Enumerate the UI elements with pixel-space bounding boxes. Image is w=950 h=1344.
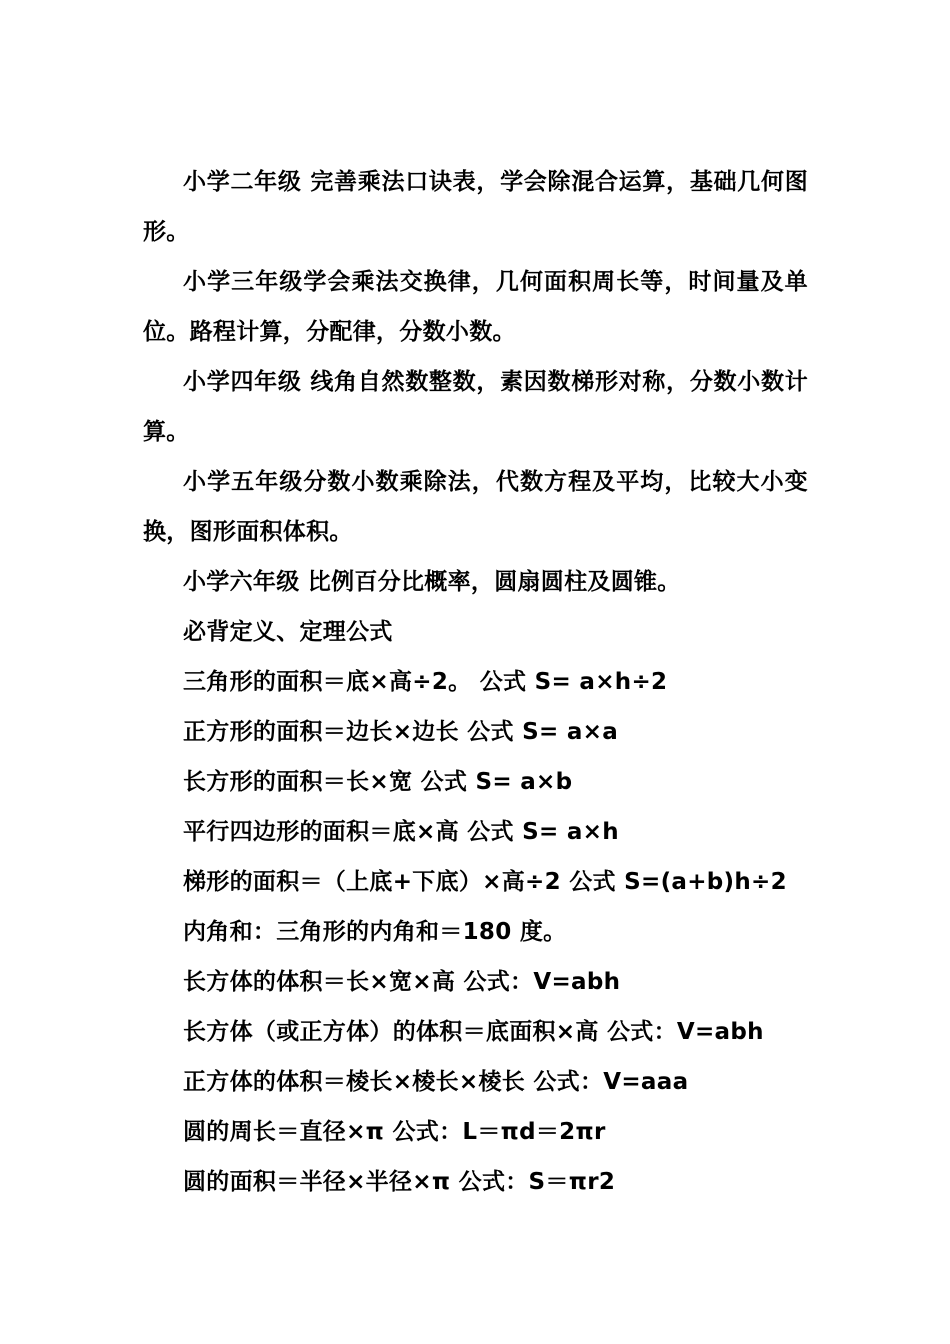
- formula-cube-volume: 正方体的体积＝棱长×棱长×棱长 公式：V=aaa: [183, 1069, 689, 1095]
- formula-cuboid-volume: 长方体的体积＝长×宽×高 公式：V=abh: [183, 969, 621, 995]
- section-title: 必背定义、定理公式: [183, 619, 393, 645]
- formula-parallelogram-area: 平行四边形的面积＝底×高 公式 S= a×h: [183, 819, 619, 845]
- formula-circle-area: 圆的面积＝半径×半径×π 公式：S＝πr2: [183, 1169, 616, 1195]
- formula-square-area: 正方形的面积＝边长×边长 公式 S= a×a: [183, 719, 619, 745]
- formula-rectangle-area: 长方形的面积＝长×宽 公式 S= a×b: [183, 769, 573, 795]
- formula-cuboid-base-volume: 长方体（或正方体）的体积＝底面积×高 公式：V=abh: [183, 1019, 764, 1045]
- formula-circle-circumference: 圆的周长＝直径×π 公式：L＝πd＝2πr: [183, 1119, 606, 1145]
- grade-3-paragraph: 小学三年级学会乘法交换律，几何面积周长等，时间量及单位。路程计算，分配律，分数小数。: [143, 269, 808, 345]
- formula-triangle-angle-sum: 内角和：三角形的内角和＝180 度。: [183, 919, 567, 945]
- grade-4-paragraph: 小学四年级 线角自然数整数，素因数梯形对称，分数小数计算。: [143, 369, 808, 445]
- grade-6-paragraph: 小学六年级 比例百分比概率，圆扇圆柱及圆锥。: [183, 569, 681, 595]
- formula-triangle-area: 三角形的面积＝底×高÷2。 公式 S= a×h÷2: [183, 669, 668, 695]
- grade-5-paragraph: 小学五年级分数小数乘除法，代数方程及平均，比较大小变换，图形面积体积。: [143, 469, 808, 545]
- document-body: [143, 157, 808, 1207]
- grade-2-paragraph: 小学二年级 完善乘法口诀表，学会除混合运算，基础几何图形。: [143, 169, 808, 245]
- formula-trapezoid-area: 梯形的面积＝（上底+下底）×高÷2 公式 S=(a+b)h÷2: [183, 869, 787, 895]
